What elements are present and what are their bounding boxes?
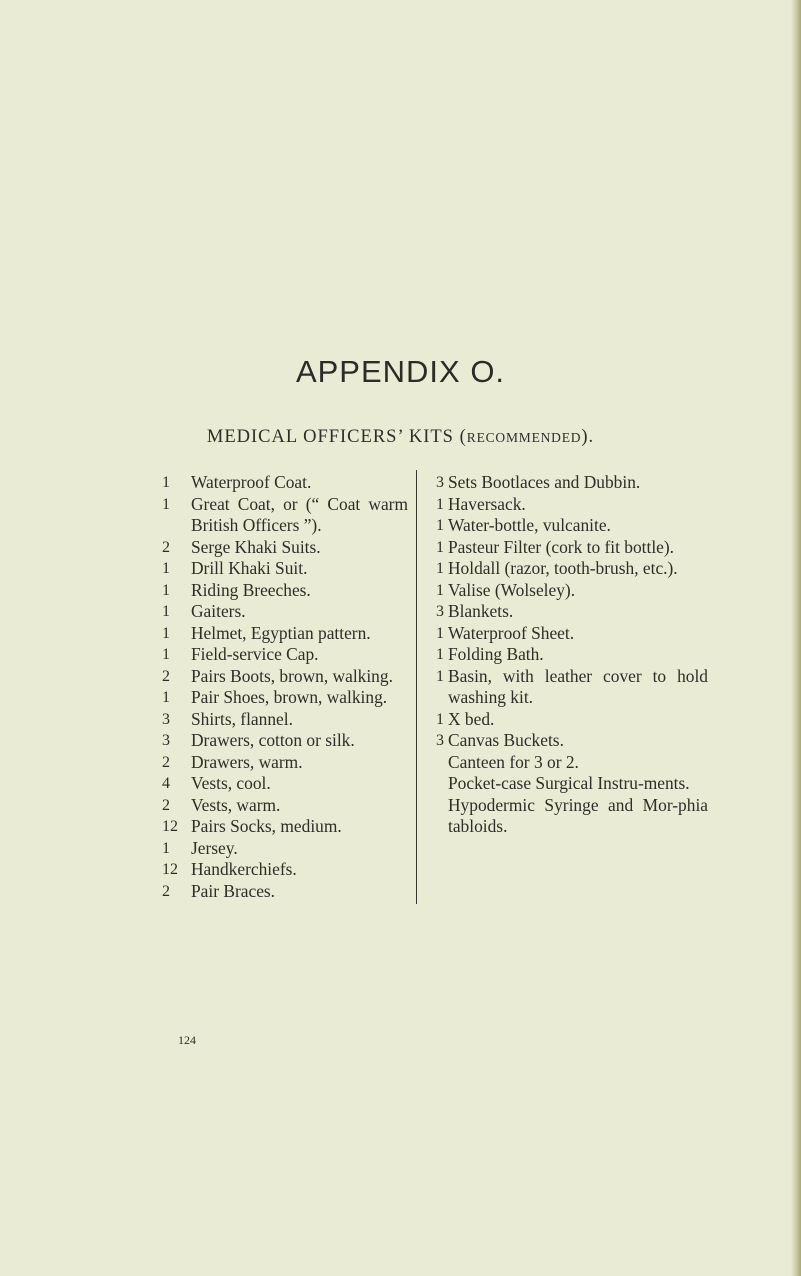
kit-item-text: Waterproof Coat. — [191, 472, 312, 492]
kit-item-quantity: 2 — [162, 796, 170, 814]
kit-item — [436, 494, 708, 516]
kit-item-quantity: 1 — [162, 603, 170, 620]
kit-item-text: Jersey. — [191, 837, 238, 858]
kit-item — [162, 751, 408, 774]
kit-item — [436, 601, 708, 623]
subtitle-smallcaps: RECOMMENDED — [466, 430, 582, 445]
kit-item — [162, 794, 408, 817]
kit-item — [162, 601, 408, 623]
kit-item-text: Basin, with leather cover to hold washing kit. — [448, 665, 708, 707]
kit-item-quantity: 3 — [436, 603, 444, 620]
kit-item — [436, 644, 708, 666]
kit-item — [436, 537, 708, 559]
appendix-title: APPENDIX O. — [295, 354, 506, 389]
kit-item — [162, 536, 408, 559]
kit-item-quantity: 1 — [436, 495, 444, 513]
kit-item-quantity: 1 — [162, 495, 170, 513]
kit-item-text: Folding Bath. — [448, 644, 544, 664]
kit-item-text: Waterproof Sheet. — [448, 622, 575, 643]
kit-item-quantity: 1 — [162, 581, 170, 599]
kit-item-text: Field-service Cap. — [191, 644, 319, 664]
kit-item — [162, 558, 408, 580]
kit-item-quantity: 1 — [162, 839, 170, 857]
kit-item — [436, 709, 708, 731]
kit-item — [436, 752, 708, 774]
kit-item-quantity: 1 — [162, 560, 170, 577]
kit-item — [162, 708, 408, 731]
kit-item-text: Pair Braces. — [191, 880, 276, 901]
kit-item-text: Drawers, warm. — [191, 751, 303, 772]
kit-item — [436, 623, 708, 645]
kit-item-text: Riding Breeches. — [191, 579, 311, 600]
left-kit-list — [162, 472, 408, 902]
kit-item-text: Pairs Socks, medium. — [191, 816, 342, 836]
kit-item-quantity: 2 — [162, 882, 170, 900]
kit-item-text: Valise (Wolseley). — [448, 579, 576, 600]
kit-item — [162, 665, 408, 688]
kit-item — [436, 773, 708, 795]
kit-item — [162, 622, 408, 645]
kit-item — [162, 687, 408, 709]
kit-item-quantity: 1 — [162, 689, 170, 706]
kit-item-text: Holdall (razor, tooth-brush, etc.). — [448, 558, 678, 578]
kit-item-text: Pasteur Filter (cork to fit bottle). — [448, 536, 675, 557]
kit-item-text: Canteen for 3 or 2. — [448, 751, 579, 772]
kit-item — [162, 472, 408, 494]
kit-item-text: Blankets. — [448, 601, 514, 621]
kit-item-quantity: 1 — [162, 646, 170, 663]
kit-item-quantity: 1 — [436, 581, 444, 599]
kit-item-text: X bed. — [448, 708, 495, 729]
kit-item-quantity: 1 — [162, 474, 170, 491]
kit-item — [162, 773, 408, 795]
kit-item-quantity: 12 — [162, 861, 178, 878]
kit-item-quantity: 3 — [436, 474, 444, 491]
subtitle-main: MEDICAL OFFICERS’ KITS ( — [206, 427, 467, 447]
kit-item-text: Sets Bootlaces and Dubbin. — [448, 472, 641, 492]
kit-item — [436, 515, 708, 537]
page-edge-shadow — [791, 0, 801, 1276]
kit-item-quantity: 3 — [162, 710, 170, 728]
kit-item-text: Great Coat, or (“ Coat warm British Officers ”). — [191, 493, 408, 535]
kit-item-text: Water-bottle, vulcanite. — [448, 515, 611, 535]
kit-item-text: Serge Khaki Suits. — [191, 536, 321, 557]
kit-item-quantity: 1 — [436, 517, 444, 534]
kit-item-quantity: 1 — [162, 624, 170, 642]
kit-item — [436, 472, 708, 494]
page-number: 124 — [178, 1033, 196, 1047]
kit-item — [162, 493, 408, 537]
column-divider — [416, 470, 417, 904]
kit-item-text: Hypodermic Syringe and Mor-phia tabloids. — [448, 794, 708, 836]
kit-item-text: Helmet, Egyptian pattern. — [191, 622, 371, 643]
kit-item-text: Pair Shoes, brown, walking. — [191, 687, 388, 707]
kit-item — [436, 558, 708, 580]
kit-item-quantity: 2 — [162, 753, 170, 771]
kit-item-text: Vests, warm. — [191, 794, 281, 815]
kit-item-text: Handkerchiefs. — [191, 859, 297, 879]
kit-item-text: Haversack. — [448, 493, 526, 514]
kit-item — [162, 859, 408, 881]
kit-item-quantity: 3 — [436, 732, 444, 749]
subtitle-end: ). — [581, 427, 595, 447]
kit-item-quantity: 1 — [436, 667, 444, 685]
kit-item — [162, 730, 408, 752]
kit-item-quantity: 4 — [162, 775, 170, 792]
kit-item — [162, 880, 408, 903]
kit-item — [162, 644, 408, 666]
kit-item-text: Drawers, cotton or silk. — [191, 730, 355, 750]
kit-item-quantity: 2 — [162, 538, 170, 556]
kit-item-quantity: 1 — [436, 538, 444, 556]
appendix-subtitle — [0, 427, 801, 448]
kit-item — [436, 580, 708, 602]
kit-item-text: Gaiters. — [191, 601, 246, 621]
kit-item-quantity: 1 — [436, 646, 444, 663]
kit-item-text: Canvas Buckets. — [448, 730, 564, 750]
kit-item-text: Pocket-case Surgical Instru-ments. — [448, 773, 690, 793]
kit-item — [436, 795, 708, 838]
kit-item-text: Vests, cool. — [191, 773, 271, 793]
kit-item-quantity: 3 — [162, 732, 170, 749]
right-kit-list — [436, 472, 708, 838]
kit-item-text: Drill Khaki Suit. — [191, 558, 308, 578]
kit-item-quantity: 1 — [436, 560, 444, 577]
kit-item-quantity: 12 — [162, 818, 178, 835]
kit-item — [436, 730, 708, 752]
kit-item — [436, 666, 708, 709]
kit-item-quantity: 1 — [436, 710, 444, 728]
kit-item-text: Shirts, flannel. — [191, 708, 293, 729]
kit-item-quantity: 2 — [162, 667, 170, 685]
kit-item — [162, 816, 408, 838]
kit-item — [162, 579, 408, 602]
kit-item — [162, 837, 408, 860]
kit-item-text: Pairs Boots, brown, walking. — [191, 665, 393, 686]
kit-item-quantity: 1 — [436, 624, 444, 642]
